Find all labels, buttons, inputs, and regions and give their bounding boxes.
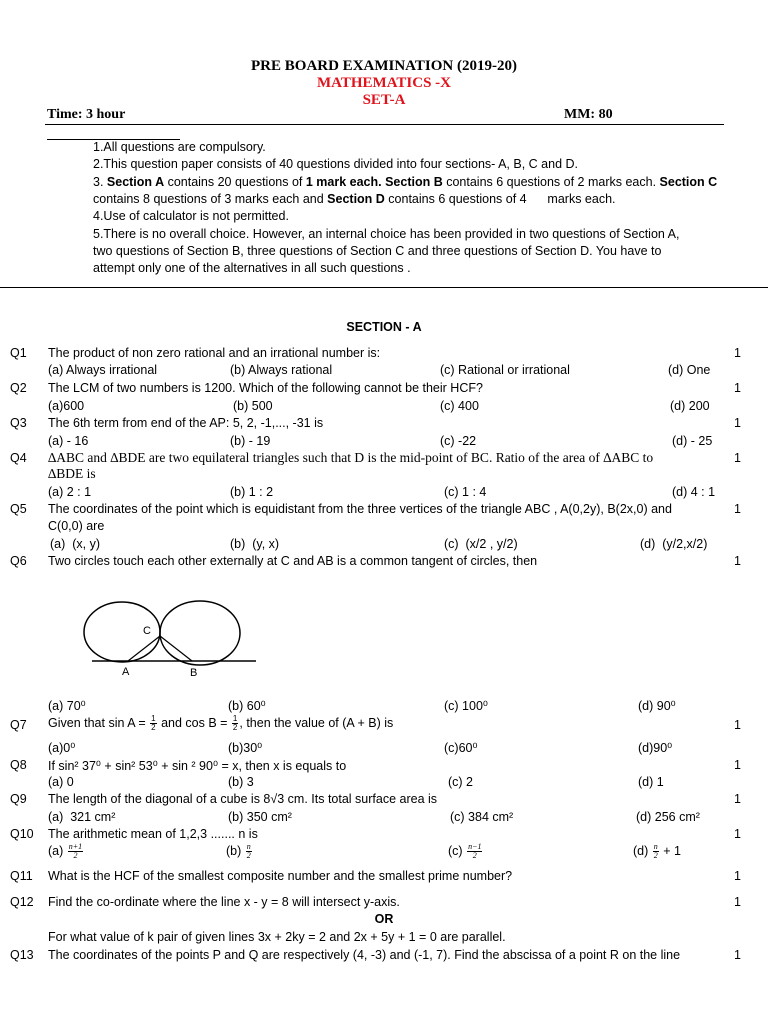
q11-number: Q11: [10, 869, 33, 883]
q10-fraction-b: $\frac{n}{2}$: [246, 842, 251, 860]
set-label: SET-A: [362, 92, 406, 108]
q10-option-a: (a) $\frac{n+1}{2}$: [48, 842, 83, 860]
exam-title: PRE BOARD EXAMINATION (2019-20): [251, 58, 517, 74]
q9-text: The length of the diagonal of a cube is 8√3 cm. Its total surface area is: [48, 792, 438, 806]
q1-option-b: (b) Always rational: [230, 363, 333, 377]
instruction-3: 3. Section A contains 20 questions of 1 mark each. Section B contains 6 questions of 2 marks each. Section C: [93, 175, 718, 189]
q6-option-d: (d) 90⁰: [638, 699, 676, 713]
q10-option-b: (b) $\frac{n}{2}$: [226, 842, 251, 860]
time-label: Time: 3 hour: [47, 107, 126, 122]
q6-option-c: (c) 100⁰: [444, 699, 488, 713]
q5-option-d: (d) (y/2,x/2): [640, 537, 708, 551]
q8-option-a: (a) 0: [48, 775, 74, 789]
q10-option-c: (c) $\frac{n-1}{2}$: [448, 842, 482, 860]
q2-option-a: (a)600: [48, 399, 85, 413]
q8-text: If sin² 37⁰ + sin² 53⁰ + sin ² 90⁰ = x, then x is equals to: [48, 759, 347, 773]
q6-marks: 1: [734, 554, 741, 568]
q8-marks: 1: [734, 758, 741, 772]
q2-option-c: (c) 400: [440, 399, 479, 413]
q4-option-b: (b) 1 : 2: [230, 485, 274, 499]
q12-text: Find the co-ordinate where the line x - y = 8 will intersect y-axis.: [48, 895, 400, 909]
q5-text: The coordinates of the point which is equidistant from the three vertices of the triangle ABC , A(0,2y), B(2x,0) and: [48, 502, 672, 516]
q10-fraction-a: $\frac{n+1}{2}$: [68, 842, 83, 860]
q8-option-d: (d) 1: [638, 775, 664, 789]
q6-label-b: B: [190, 667, 198, 679]
q13-number: Q13: [10, 948, 34, 962]
q7-option-d: (d)90⁰: [638, 741, 673, 755]
instruction-2: 2.This question paper consists of 40 questions divided into four sections- A, B, C and D.: [93, 157, 578, 171]
q10-option-d: (d) $\frac{n}{2}$ + 1: [633, 842, 681, 860]
q4-text-cont: ∆BDE is: [48, 466, 96, 481]
q3-number: Q3: [10, 416, 27, 430]
q7-option-c: (c)60⁰: [444, 741, 478, 755]
q1-number: Q1: [10, 346, 27, 360]
q1-text: The product of non zero rational and an irrational number is:: [48, 346, 381, 360]
q9-option-a: (a) 321 cm²: [48, 810, 116, 824]
q10-number: Q10: [10, 827, 34, 841]
q5-number: Q5: [10, 502, 27, 516]
q4-marks: 1: [734, 451, 741, 465]
q7-fraction-b: $\frac{1}{2}$: [232, 714, 238, 732]
q3-option-c: (c) -22: [440, 434, 477, 448]
instruction-5-end: attempt only one of the alternatives in all such questions .: [93, 261, 411, 275]
q2-text: The LCM of two numbers is 1200. Which of the following cannot be their HCF?: [48, 381, 483, 395]
q7-fraction-a: $\frac{1}{2}$: [151, 714, 156, 732]
section-heading: SECTION - A: [346, 320, 422, 334]
q10-fraction-c: $\frac{n-1}{2}$: [468, 842, 482, 860]
q11-marks: 1: [734, 869, 741, 883]
q9-option-c: (c) 384 cm²: [450, 810, 514, 824]
q5-marks: 1: [734, 502, 741, 516]
q6-text: Two circles touch each other externally at C and AB is a common tangent of circles, then: [48, 554, 538, 568]
q10-text: The arithmetic mean of 1,2,3 ....... n is: [48, 827, 258, 841]
q4-number: Q4: [10, 451, 27, 465]
q1-option-c: (c) Rational or irrational: [440, 363, 570, 377]
q5-option-a: (a) (x, y): [50, 537, 100, 551]
q6-circle-right: [160, 601, 240, 665]
q6-option-a: (a) 70⁰: [48, 699, 86, 713]
instruction-1: 1.All questions are compulsory.: [93, 140, 266, 154]
q4-text: ∆ABC and ∆BDE are two equilateral triangles such that D is the mid-point of BC. Ratio of the area of ∆ABC to: [48, 450, 654, 465]
q13-text: The coordinates of the points P and Q are respectively (4, -3) and (-1, 7). Find the abscissa of a point R on the line: [48, 948, 681, 962]
q12-or-label: OR: [374, 912, 394, 926]
q3-marks: 1: [734, 416, 741, 430]
subject-title: MATHEMATICS -X: [316, 75, 452, 91]
q8-option-c: (c) 2: [448, 775, 473, 789]
q2-number: Q2: [10, 381, 27, 395]
q9-option-d: (d) 256 cm²: [636, 810, 700, 824]
instruction-5: 5.There is no overall choice. However, an internal choice has been provided in two questions of Section A,: [93, 227, 680, 241]
header-rule: [45, 124, 724, 125]
q6-label-a: A: [122, 666, 130, 678]
q3-option-d: (d) - 25: [672, 434, 713, 448]
q10-marks: 1: [734, 827, 741, 841]
q9-option-b: (b) 350 cm²: [228, 810, 292, 824]
q12-marks: 1: [734, 895, 741, 909]
q7-text: Given that sin A = $\frac{1}{2}$ and cos B = $\frac{1}{2}$ , then the value of (A + B) is: [48, 714, 394, 732]
q2-marks: 1: [734, 381, 741, 395]
instruction-3-cont: contains 8 questions of 3 marks each and Section D contains 6 questions of 4 marks each.: [93, 192, 616, 206]
q7-marks: 1: [734, 718, 741, 732]
q9-number: Q9: [10, 792, 27, 806]
instruction-5-cont: two questions of Section B, three questions of Section C and three questions of Section D. You have to: [93, 244, 662, 258]
q5-text-cont: C(0,0) are: [48, 519, 105, 533]
q11-text: What is the HCF of the smallest composite number and the smallest prime number?: [48, 869, 513, 883]
q6-option-b: (b) 60⁰: [228, 699, 266, 713]
instruction-4: 4.Use of calculator is not permitted.: [93, 209, 289, 223]
q3-text: The 6th term from end of the AP: 5, 2, -1,..., -31 is: [48, 416, 324, 430]
q4-option-c: (c) 1 : 4: [444, 485, 487, 499]
q8-option-b: (b) 3: [228, 775, 254, 789]
q4-option-a: (a) 2 : 1: [48, 485, 92, 499]
q6-label-c: C: [143, 625, 151, 637]
q1-option-d: (d) One: [668, 363, 711, 377]
q6-figure: [80, 600, 260, 680]
q7-option-b: (b)30⁰: [228, 741, 263, 755]
q2-option-d: (d) 200: [670, 399, 710, 413]
q10-fraction-d: $\frac{n}{2}$: [653, 842, 658, 860]
q6-number: Q6: [10, 554, 27, 568]
section-divider: [0, 287, 768, 288]
q3-option-b: (b) - 19: [230, 434, 271, 448]
q5-option-c: (c) (x/2 , y/2): [444, 537, 518, 551]
q3-option-a: (a) - 16: [48, 434, 89, 448]
q7-number: Q7: [10, 718, 27, 732]
q1-marks: 1: [734, 346, 741, 360]
q2-option-b: (b) 500: [233, 399, 273, 413]
q5-option-b: (b) (y, x): [230, 537, 280, 551]
max-marks-label: MM: 80: [564, 107, 613, 122]
q7-option-a: (a)0⁰: [48, 741, 76, 755]
q1-option-a: (a) Always irrational: [48, 363, 158, 377]
q9-marks: 1: [734, 792, 741, 806]
q12-number: Q12: [10, 895, 34, 909]
q12-alternative-text: For what value of k pair of given lines 3x + 2ky = 2 and 2x + 5y + 1 = 0 are parallel.: [48, 930, 506, 944]
q8-number: Q8: [10, 758, 27, 772]
q13-marks: 1: [734, 948, 741, 962]
q4-option-d: (d) 4 : 1: [672, 485, 716, 499]
